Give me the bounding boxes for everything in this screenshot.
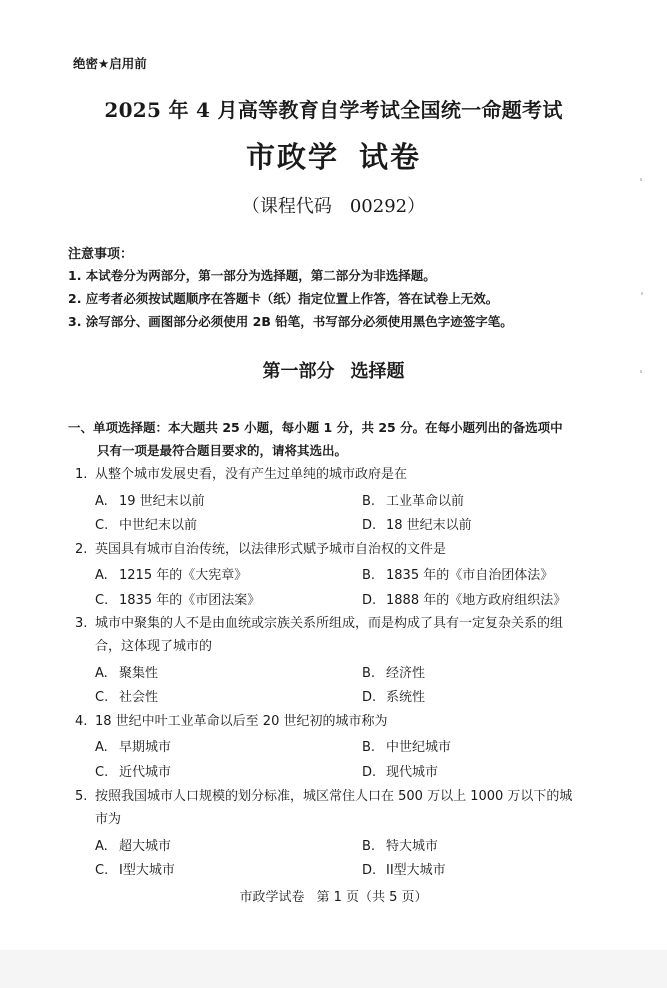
option-b — [362, 662, 425, 681]
section-line-1: 一、单项选择题：本大题共 25 小题，每小题 1 分，共 25 分。在每小题列出的备选项中 — [68, 420, 563, 435]
option-a — [95, 736, 171, 755]
option-text: 聚集性 — [119, 666, 159, 681]
question-number: 1. — [75, 467, 88, 482]
option-letter: A. — [95, 839, 108, 854]
notice-heading: 注意事项： — [68, 247, 134, 262]
scan-margin — [0, 950, 667, 988]
question-number: 4. — [75, 714, 88, 729]
option-text: 早期城市 — [119, 740, 172, 755]
question-text: 从整个城市发展史看，没有产生过单纯的城市政府是在 — [95, 467, 408, 482]
option-text: 系统性 — [386, 690, 426, 705]
course-code — [0, 192, 667, 218]
question-4 — [75, 710, 610, 733]
option-letter: D. — [362, 593, 377, 608]
exam-title: 2025 年 4 月高等教育自学考试全国统一命题考试 — [104, 98, 563, 122]
page-footer — [0, 886, 667, 905]
option-d — [362, 686, 425, 705]
notice-item: 1. 本试卷分为两部分，第一部分为选择题，第二部分为非选择题。 — [68, 268, 436, 283]
option-letter: D. — [362, 690, 377, 705]
option-text: 社会性 — [119, 690, 159, 705]
question-text: 英国具有城市自治传统，以法律形式赋予城市自治权的文件是 — [95, 542, 447, 557]
option-a — [95, 490, 205, 509]
option-letter: A. — [95, 568, 108, 583]
option-letter: B. — [362, 740, 376, 755]
option-letter: C. — [95, 593, 109, 608]
part-name: 选择题 — [350, 361, 405, 382]
option-text: 1888 年的《地方政府组织法》 — [386, 593, 567, 608]
option-letter: D. — [362, 765, 377, 780]
paper-label: 试卷 — [359, 140, 422, 174]
option-text: 1215 年的《大宪章》 — [119, 568, 248, 583]
option-text: 中世纪末以前 — [119, 518, 198, 533]
option-a — [95, 835, 171, 854]
course-code-value: 00292） — [349, 196, 426, 217]
question-text-continued: 市为 — [95, 812, 122, 827]
part-title — [0, 357, 667, 383]
footer-paper-name: 市政学试卷 — [239, 890, 305, 905]
option-letter: B. — [362, 839, 376, 854]
option-letter: C. — [95, 518, 109, 533]
option-text: I型大城市 — [119, 863, 175, 878]
subject-name: 市政学 — [245, 140, 339, 174]
section-line-2: 只有一项是最符合题目要求的，请将其选出。 — [97, 443, 348, 458]
question-text: 18 世纪中叶工业革命以后至 20 世纪初的城市称为 — [95, 714, 388, 729]
option-letter: D. — [362, 518, 377, 533]
option-letter: A. — [95, 740, 108, 755]
option-letter: C. — [95, 765, 109, 780]
option-a — [95, 564, 247, 583]
option-d — [362, 859, 446, 878]
option-text: 1835 年的《市自治团体法》 — [386, 568, 554, 583]
question-text: 按照我国城市人口规模的划分标准，城区常住人口在 500 万以上 1000 万以下的城 — [95, 789, 573, 804]
option-c — [95, 761, 171, 780]
option-text: 特大城市 — [386, 839, 439, 854]
option-letter: C. — [95, 863, 109, 878]
option-a — [95, 662, 158, 681]
option-text: 现代城市 — [386, 765, 439, 780]
option-d — [362, 761, 438, 780]
part-label: 第一部分 — [262, 361, 335, 382]
option-c — [95, 686, 158, 705]
option-text: 1835 年的《市团法案》 — [119, 593, 261, 608]
course-code-label: （课程代码 — [241, 196, 332, 217]
option-b — [362, 564, 553, 583]
option-letter: B. — [362, 666, 376, 681]
question-text: 城市中聚集的人不是由血统或宗族关系所组成，而是构成了具有一定复杂关系的组 — [95, 616, 564, 631]
option-text: 工业革命以前 — [386, 494, 465, 509]
option-b — [362, 736, 451, 755]
question-number: 3. — [75, 616, 88, 631]
option-text: 19 世纪末以前 — [119, 494, 205, 509]
question-number: 2. — [75, 542, 88, 557]
option-letter: B. — [362, 494, 376, 509]
option-text: 经济性 — [386, 666, 426, 681]
option-b — [362, 490, 464, 509]
option-c — [95, 589, 260, 608]
notice-item: 3. 涂写部分、画图部分必须使用 2B 铅笔，书写部分必须使用黑色字迹签字笔。 — [68, 314, 513, 329]
option-letter: D. — [362, 863, 377, 878]
question-text-continued: 合，这体现了城市的 — [95, 639, 213, 654]
option-text: 超大城市 — [119, 839, 172, 854]
option-b — [362, 835, 438, 854]
option-c — [95, 514, 197, 533]
option-letter: B. — [362, 568, 376, 583]
option-text: 近代城市 — [119, 765, 172, 780]
question-5 — [75, 785, 610, 831]
option-d — [362, 589, 566, 608]
subject-title — [0, 135, 667, 176]
question-number: 5. — [75, 789, 88, 804]
question-2 — [75, 538, 610, 561]
option-text: II型大城市 — [386, 863, 446, 878]
question-3 — [75, 612, 610, 658]
option-text: 中世纪城市 — [386, 740, 452, 755]
scan-speck — [640, 178, 642, 181]
confidential-label: 绝密★启用前 — [73, 56, 147, 71]
section-instructions — [68, 416, 608, 462]
option-text: 18 世纪末以前 — [386, 518, 472, 533]
footer-page-number: 第 1 页（共 5 页） — [316, 890, 428, 905]
option-letter: A. — [95, 666, 108, 681]
option-letter: C. — [95, 690, 109, 705]
option-letter: A. — [95, 494, 108, 509]
scan-speck — [641, 292, 643, 295]
scan-speck — [640, 370, 642, 373]
option-d — [362, 514, 472, 533]
option-c — [95, 859, 175, 878]
notice-item: 2. 应考者必须按试题顺序在答题卡（纸）指定位置上作答，答在试卷上无效。 — [68, 291, 499, 306]
question-1 — [75, 463, 610, 486]
